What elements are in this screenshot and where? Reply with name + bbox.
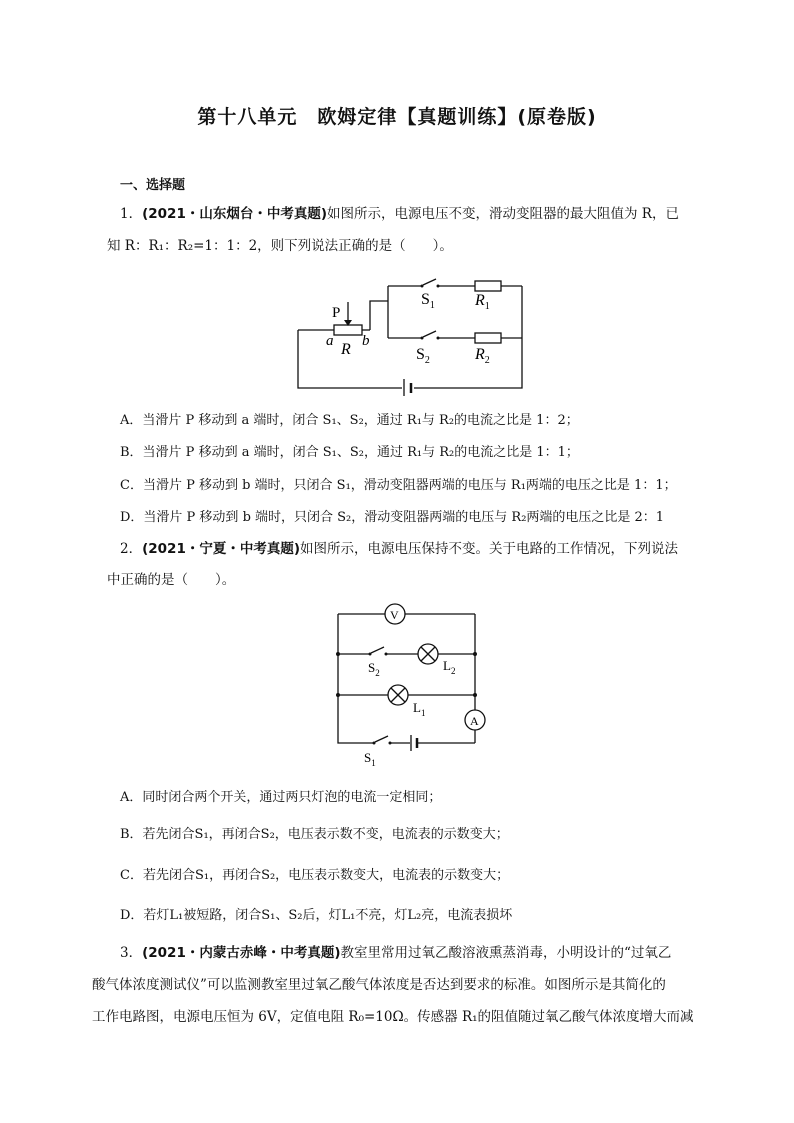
label-s1: $S_1$ (364, 750, 376, 768)
question-text: 如图所示，电源电压保持不变。关于电路的工作情况，下列说法 (300, 541, 679, 557)
question-3-line-1 (120, 938, 695, 968)
voltmeter-label: V (390, 608, 399, 622)
question-1-line-2: 知 R：R₁：R₂=1：1：2，则下列说法正确的是（ ）。 (107, 238, 453, 254)
q1-option-b: B．当滑片 P 移动到 a 端时，闭合 S₁、S₂，通过 R₁与 R₂的电流之比是 1：1； (120, 445, 579, 460)
question-source: (2021・山东烟台・中考真题) (142, 206, 328, 222)
label-a: a (326, 333, 334, 349)
question-number: 3． (120, 945, 143, 961)
question-number: 2． (120, 541, 143, 557)
label-p: P (332, 305, 341, 321)
label-l1: $L_1$ (413, 700, 426, 718)
label-b: b (362, 333, 370, 349)
q1-option-c: C．当滑片 P 移动到 b 端时，只闭合 S₁，滑动变阻器两端的电压与 R₁两端的电压之比是 1：1； (120, 478, 677, 493)
q1-option-d: D．当滑片 P 移动到 b 端时，只闭合 S₂，滑动变阻器两端的电压与 R₂两端的电压之比是 2：1 (120, 510, 665, 525)
ammeter-label: A (470, 714, 479, 728)
label-r: R (341, 341, 351, 358)
question-2-line-2: 中正确的是（ ）。 (107, 572, 236, 588)
question-1-line-1 (120, 199, 695, 229)
label-l2: $L_2$ (443, 658, 456, 676)
q2-option-c: C．若先闭合S₁，再闭合S₂，电压表示数变大，电流表的示数变大； (120, 868, 510, 883)
question-3-line-3: 工作电路图，电源电压恒为 6V，定值电阻 R₀=10Ω。传感器 R₁的阻值随过氧乙酸气体浓度增大而减 (92, 1009, 694, 1025)
label-s1: $S_1$ (421, 291, 435, 311)
section-heading: 一、选择题 (120, 178, 186, 193)
question-text: 教室里常用过氧乙酸溶液熏蒸消毒，小明设计的“过氧乙 (340, 945, 672, 961)
question-text: 如图所示，电源电压不变，滑动变阻器的最大阻值为 R，已 (327, 206, 679, 222)
circuit-diagram-2 (330, 598, 500, 773)
label-r2: $R_2$ (475, 346, 490, 366)
q1-option-a: A．当滑片 P 移动到 a 端时，闭合 S₁、S₂，通过 R₁与 R₂的电流之比是 1：2； (120, 413, 579, 428)
page-title: 第十八单元 欧姆定律【真题训练】(原卷版) (197, 106, 597, 128)
question-source: (2021・宁夏・中考真题) (142, 541, 301, 557)
label-r1: $R_1$ (475, 292, 490, 312)
circuit-diagram-1 (290, 268, 530, 396)
q2-option-a: A．同时闭合两个开关，通过两只灯泡的电流一定相同； (120, 790, 442, 805)
question-source: (2021・内蒙古赤峰・中考真题) (142, 945, 341, 961)
question-3-line-2: 酸气体浓度测试仪”可以监测教室里过氧乙酸气体浓度是否达到要求的标准。如图所示是其简化的 (92, 977, 666, 993)
q2-option-b: B．若先闭合S₁，再闭合S₂，电压表示数不变，电流表的示数变大； (120, 827, 509, 842)
question-2-line-1 (120, 534, 695, 564)
label-s2: $S_2$ (416, 346, 430, 366)
question-number: 1． (120, 206, 143, 222)
q2-option-d: D．若灯L₁被短路，闭合S₁、S₂后，灯L₁不亮，灯L₂亮，电流表损坏 (120, 908, 513, 923)
label-s2: $S_2$ (368, 660, 380, 678)
